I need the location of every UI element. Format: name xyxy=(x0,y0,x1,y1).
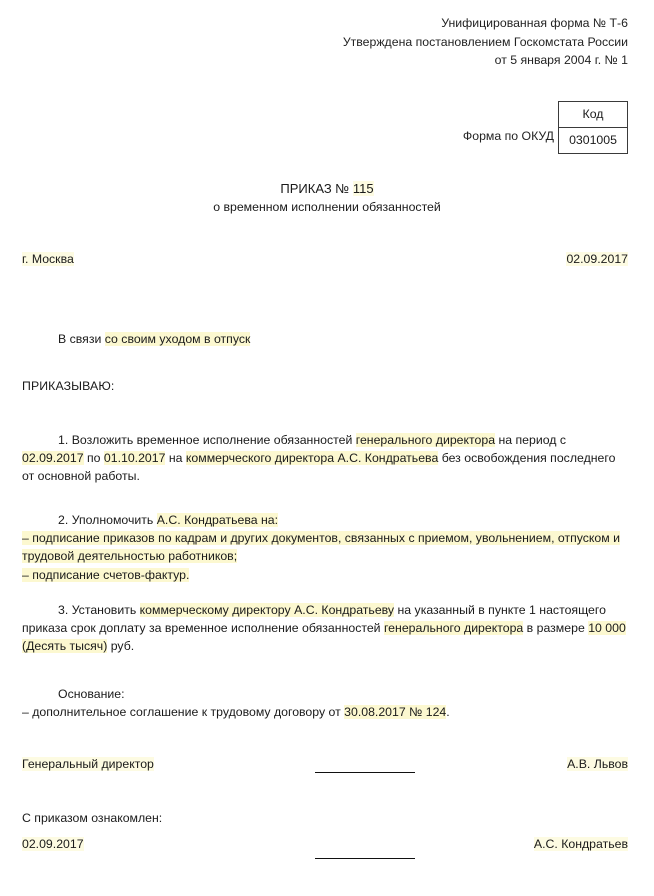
code-box-value: 0301005 xyxy=(569,133,617,147)
paragraph-2 xyxy=(22,511,628,584)
paragraph-1-text-1: Возложить временное исполнение обязанностей xyxy=(71,433,356,447)
date-line xyxy=(0,252,628,266)
paragraph-1-text-3: по xyxy=(83,451,104,466)
page-title xyxy=(0,179,654,198)
paragraph-1-text-2: на период с xyxy=(495,433,567,447)
paragraph-1-number: 1. xyxy=(58,433,72,447)
basis-text-1: – дополнительное соглашение к трудовому договору от xyxy=(22,705,345,720)
form-header-line-1: Унифицированная форма № Т-6 xyxy=(441,16,628,30)
paragraph-2-bullet-2: – подписание счетов-фактур. xyxy=(22,567,190,582)
paragraph-1-text-4: на xyxy=(165,451,186,466)
preamble xyxy=(58,332,250,346)
paragraph-3 xyxy=(22,601,628,656)
code-box xyxy=(558,101,628,154)
paragraph-2-text-1: Уполномочить xyxy=(71,513,157,527)
basis-highlight-1: 30.08.2017 № 124 xyxy=(344,705,447,720)
basis-text-2: . xyxy=(446,705,450,720)
acknowledgment-date: 02.09.2017 xyxy=(22,837,84,851)
page-subtitle: о временном исполнении обязанностей xyxy=(213,200,441,214)
date-value: 02.09.2017 xyxy=(566,252,628,266)
okud-block xyxy=(430,101,628,155)
paragraph-3-text-4: руб. xyxy=(107,639,135,654)
signature-line xyxy=(315,772,415,773)
paragraph-1 xyxy=(22,431,628,486)
paragraph-3-highlight-3: 10 000 (Десять тысяч) xyxy=(22,621,626,654)
paragraph-1-highlight-3: 01.10.2017 xyxy=(103,451,166,466)
paragraph-2-highlight-1: А.С. Кондратьева на: xyxy=(156,513,279,527)
paragraph-2-number: 2. xyxy=(58,513,72,527)
page-title-number: 115 xyxy=(352,181,374,196)
paragraph-3-text-3: в размере xyxy=(523,621,589,636)
code-box-header: Код xyxy=(559,102,627,128)
paragraph-2-bullet-1: – подписание приказов по кадрам и других документов, связанных с приемом, увольнением, отпуском и трудовой деятельностью работников; xyxy=(22,531,621,564)
paragraph-1-highlight-1: генерального директора xyxy=(355,433,496,447)
form-header-line-2: Утверждена постановлением Госкомстата России xyxy=(342,34,628,49)
paragraph-3-highlight-2: генерального директора xyxy=(383,621,524,636)
order-keyword: ПРИКАЗЫВАЮ: xyxy=(22,379,115,393)
basis-label: Основание: xyxy=(58,687,125,701)
acknowledgment-signature-line xyxy=(315,858,415,859)
signature-role: Генеральный директор xyxy=(22,757,154,771)
acknowledgment-row xyxy=(22,837,628,855)
paragraph-1-highlight-2: 02.09.2017 xyxy=(22,451,84,466)
okud-label: Форма по ОКУД xyxy=(462,129,554,143)
paragraph-3-highlight-1: коммерческому директору А.С. Кондратьеву xyxy=(139,603,395,617)
paragraph-1-highlight-4: коммерческого директора А.С. Кондратьева xyxy=(185,451,439,466)
signature-name: А.В. Львов xyxy=(567,757,628,771)
acknowledgment-label: С приказом ознакомлен: xyxy=(22,811,163,825)
basis-section xyxy=(22,685,628,721)
paragraph-3-text-1: Установить xyxy=(71,603,140,617)
form-header-line-3: от 5 января 2004 г. № 1 xyxy=(494,53,628,67)
acknowledgment-name: А.С. Кондратьев xyxy=(533,837,628,851)
preamble-lead: В связи xyxy=(58,332,105,346)
page-title-prefix: ПРИКАЗ № xyxy=(280,181,353,196)
form-header xyxy=(300,14,628,70)
paragraph-3-number: 3. xyxy=(58,603,72,617)
preamble-reason: со своим уходом в отпуск xyxy=(104,332,251,346)
paragraph-3-text-2: на указанный в пункте 1 настоящего приказа срок доплату за временное исполнение обязанностей xyxy=(22,603,606,636)
city-value: г. Москва xyxy=(22,252,74,266)
paragraph-1-text-5: без освобождения последнего от основной работы. xyxy=(22,451,616,484)
